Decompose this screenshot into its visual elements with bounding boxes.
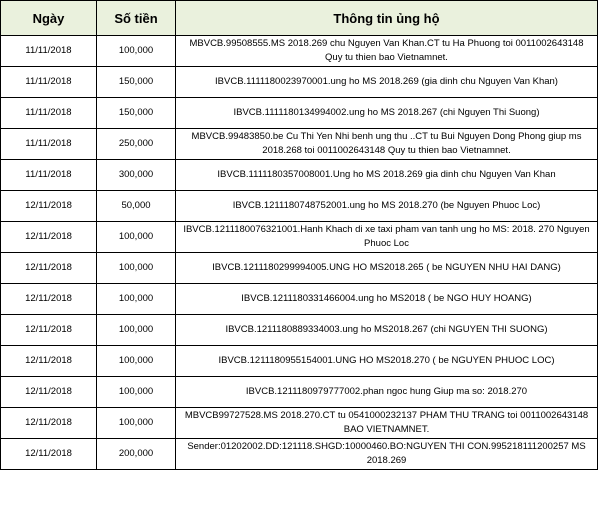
cell-info: IBVCB.1211180889334003.ung ho MS2018.267 (chi NGUYEN THI SUONG) xyxy=(176,315,598,346)
table-row xyxy=(1,253,598,284)
cell-date: 12/11/2018 xyxy=(1,253,97,284)
cell-amount: 100,000 xyxy=(97,253,176,284)
table-row xyxy=(1,439,598,470)
cell-info: MBVCB.99508555.MS 2018.269 chu Nguyen Van Khan.CT tu Ha Phuong toi 0011002643148 Quy tu thien bao Vietnamnet. xyxy=(176,36,598,67)
cell-date: 12/11/2018 xyxy=(1,346,97,377)
cell-amount: 50,000 xyxy=(97,191,176,222)
cell-date: 11/11/2018 xyxy=(1,98,97,129)
table-row xyxy=(1,222,598,253)
table-row xyxy=(1,191,598,222)
cell-date: 12/11/2018 xyxy=(1,408,97,439)
table-row xyxy=(1,36,598,67)
cell-date: 11/11/2018 xyxy=(1,67,97,98)
cell-date: 12/11/2018 xyxy=(1,284,97,315)
table-row xyxy=(1,284,598,315)
cell-amount: 100,000 xyxy=(97,222,176,253)
cell-date: 12/11/2018 xyxy=(1,315,97,346)
cell-date: 11/11/2018 xyxy=(1,129,97,160)
cell-info: Sender:01202002.DD:121118.SHGD:10000460.BO:NGUYEN THI CON.995218111200257 MS 2018.269 xyxy=(176,439,598,470)
cell-amount: 100,000 xyxy=(97,346,176,377)
cell-info: MBVCB99727528.MS 2018.270.CT tu 0541000232137 PHAM THU TRANG toi 0011002643148 BAO VIETNAMNET. xyxy=(176,408,598,439)
cell-info: IBVCB.1211180955154001.UNG HO MS2018.270 ( be NGUYEN PHUOC LOC) xyxy=(176,346,598,377)
cell-amount: 100,000 xyxy=(97,315,176,346)
cell-info: IBVCB.1211180299994005.UNG HO MS2018.265 ( be NGUYEN NHU HAI DANG) xyxy=(176,253,598,284)
table-row xyxy=(1,408,598,439)
cell-amount: 300,000 xyxy=(97,160,176,191)
cell-info: IBVCB.1211180979777002.phan ngoc hung Giup ma so: 2018.270 xyxy=(176,377,598,408)
table-row xyxy=(1,315,598,346)
cell-amount: 100,000 xyxy=(97,36,176,67)
table-row xyxy=(1,67,598,98)
cell-info: IBVCB.1211180748752001.ung ho MS 2018.270 (be Nguyen Phuoc Loc) xyxy=(176,191,598,222)
cell-info: IBVCB.1211180076321001.Hanh Khach di xe taxi pham van tanh ung ho MS: 2018. 270 Nguyen Phuoc Loc xyxy=(176,222,598,253)
cell-amount: 250,000 xyxy=(97,129,176,160)
cell-amount: 100,000 xyxy=(97,377,176,408)
cell-amount: 150,000 xyxy=(97,67,176,98)
table-row xyxy=(1,160,598,191)
cell-info: IBVCB.1211180331466004.ung ho MS2018 ( be NGO HUY HOANG) xyxy=(176,284,598,315)
cell-info: IBVCB.1111180357008001.Ung ho MS 2018.269 gia dinh chu Nguyen Van Khan xyxy=(176,160,598,191)
table-row xyxy=(1,98,598,129)
table-row xyxy=(1,377,598,408)
cell-date: 12/11/2018 xyxy=(1,191,97,222)
table-row xyxy=(1,346,598,377)
cell-amount: 100,000 xyxy=(97,408,176,439)
cell-info: MBVCB.99483850.be Cu Thi Yen Nhi benh ung thu ..CT tu Bui Nguyen Dong Phong giup ms 2018.268 toi 0011002643148 Quy tu thien bao Vietnamnet. xyxy=(176,129,598,160)
cell-date: 11/11/2018 xyxy=(1,36,97,67)
header-info: Thông tin ủng hộ xyxy=(176,1,598,36)
cell-info: IBVCB.1111180134994002.ung ho MS 2018.267 (chi Nguyen Thi Suong) xyxy=(176,98,598,129)
cell-info: IBVCB.1111180023970001.ung ho MS 2018.269 (gia dinh chu Nguyen Van Khan) xyxy=(176,67,598,98)
cell-date: 12/11/2018 xyxy=(1,222,97,253)
table-row xyxy=(1,129,598,160)
header-date: Ngày xyxy=(1,1,97,36)
header-amount: Số tiền xyxy=(97,1,176,36)
cell-date: 12/11/2018 xyxy=(1,377,97,408)
cell-date: 11/11/2018 xyxy=(1,160,97,191)
cell-amount: 150,000 xyxy=(97,98,176,129)
cell-amount: 100,000 xyxy=(97,284,176,315)
cell-amount: 200,000 xyxy=(97,439,176,470)
cell-date: 12/11/2018 xyxy=(1,439,97,470)
header-row xyxy=(1,1,598,36)
